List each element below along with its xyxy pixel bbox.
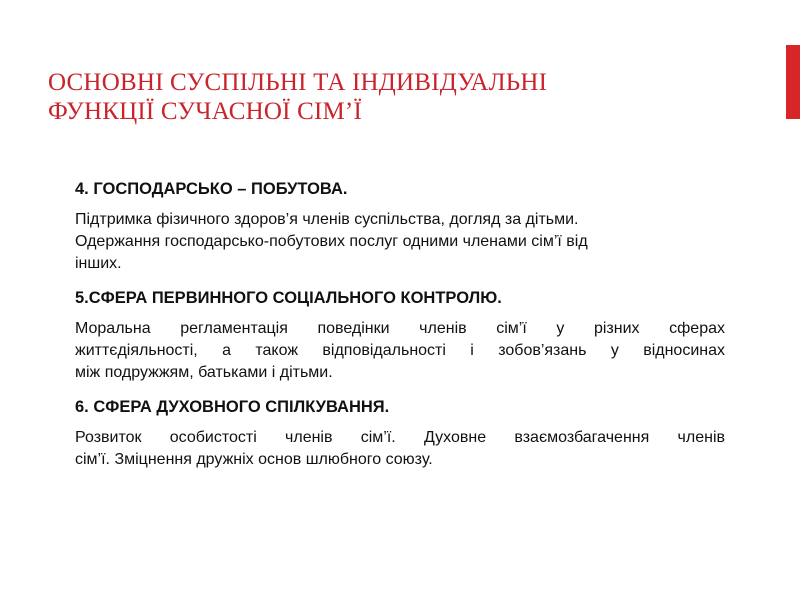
text-line: життєдіяльності, а також відповідальності і зобов’язань у відносинах — [75, 342, 725, 359]
slide-title-line-1: ОСНОВНІ СУСПІЛЬНІ ТА ІНДИВІДУАЛЬНІ — [48, 69, 548, 96]
section-heading-household: 4. ГОСПОДАРСЬКО – ПОБУТОВА. — [75, 180, 348, 198]
text-line: Моральна регламентація поведінки членів сім’ї у різних сферах — [75, 320, 725, 337]
text-line: сім’ї. Зміцнення дружніх основ шлюбного союзу. — [75, 451, 433, 468]
slide-title-line-2: ФУНКЦІЇ СУЧАСНОЇ СІМ’Ї — [48, 98, 362, 125]
slide-body — [75, 178, 725, 483]
section-text-social-control — [75, 318, 725, 384]
text-line: між подружжям, батьками і дітьми. — [75, 364, 333, 381]
section-text-spiritual — [75, 427, 725, 471]
red-accent-bar — [786, 45, 800, 119]
section-text-household — [75, 209, 725, 275]
text-line: Розвиток особистості членів сім’ї. Духовне взаємозбагачення членів — [75, 429, 725, 446]
section-heading-spiritual: 6. СФЕРА ДУХОВНОГО СПІЛКУВАННЯ. — [75, 398, 390, 416]
slide-title — [48, 68, 748, 126]
text-line: інших. — [75, 255, 122, 272]
text-line: Одержання господарсько-побутових послуг одними членами сім’ї від — [75, 233, 588, 250]
section-heading-social-control: 5.СФЕРА ПЕРВИННОГО СОЦІАЛЬНОГО КОНТРОЛЮ. — [75, 289, 502, 307]
text-line: Підтримка фізичного здоров’я членів суспільства, догляд за дітьми. — [75, 211, 579, 228]
